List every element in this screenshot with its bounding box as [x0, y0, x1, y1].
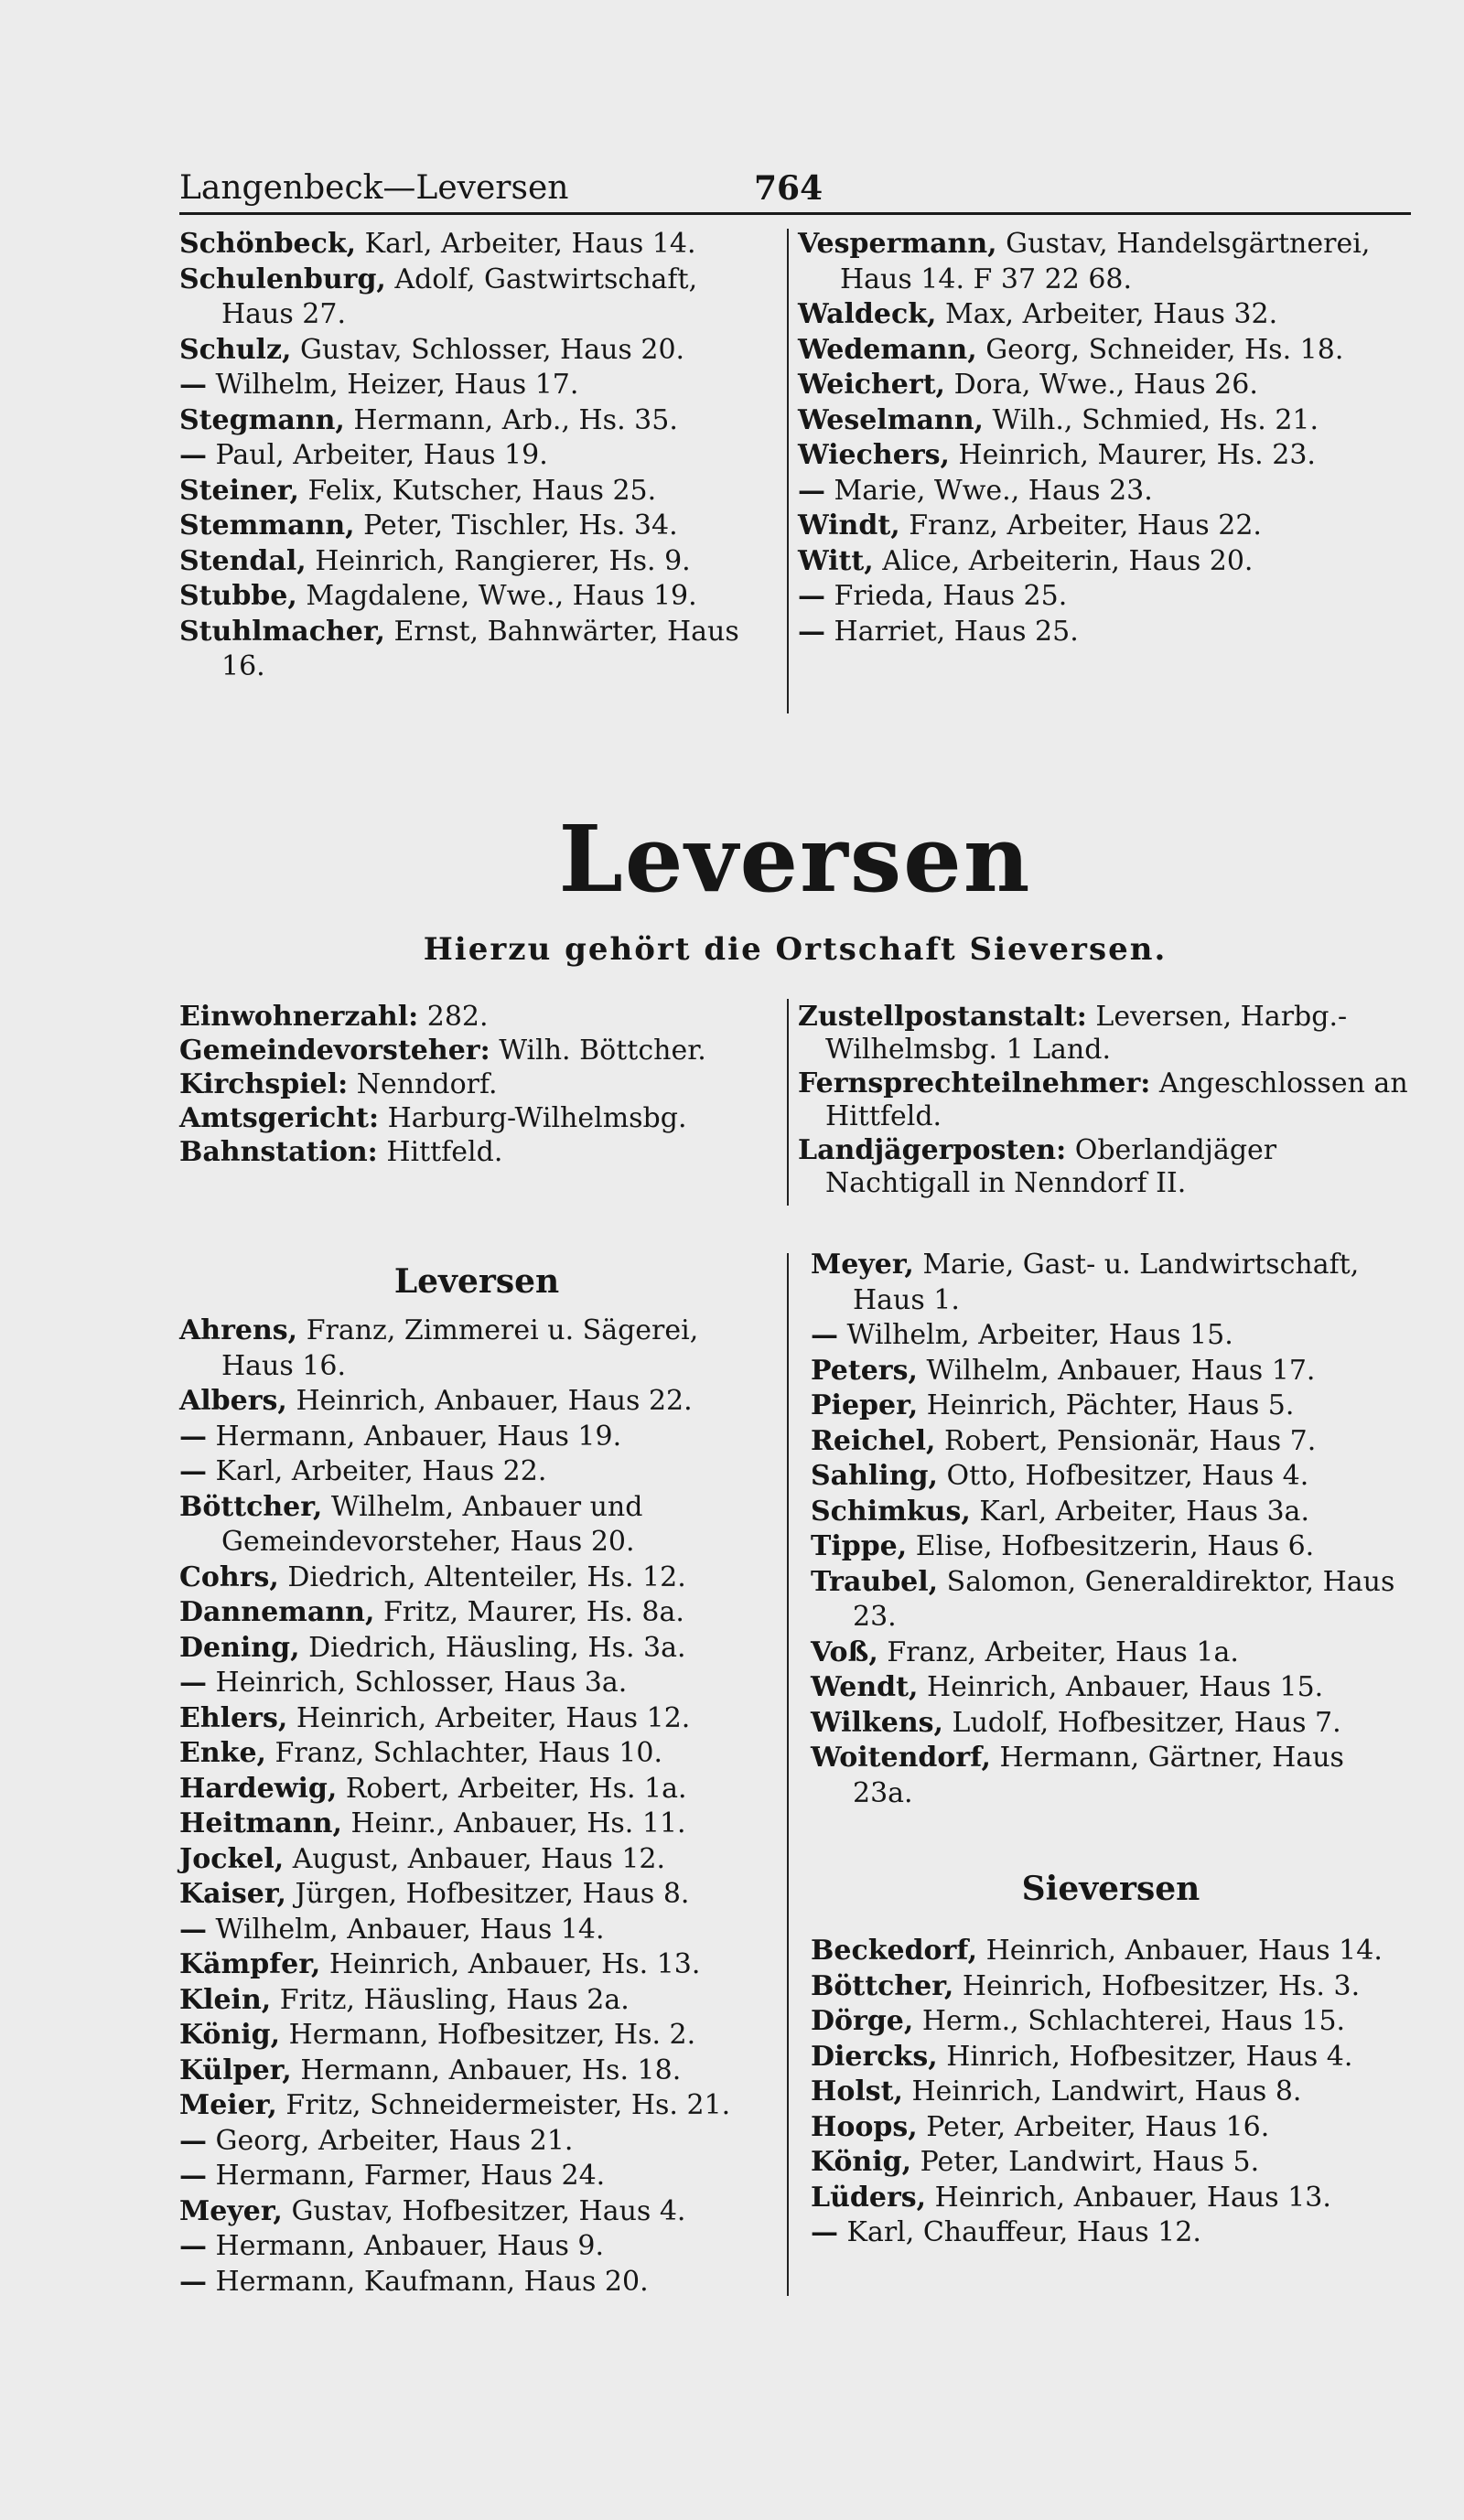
- entry-surname: Wedemann,: [798, 333, 977, 366]
- directory-entry: [811, 1934, 1411, 1969]
- entry-surname: Schönbeck,: [179, 228, 357, 260]
- entry-details: Gustav, Schlosser, Haus 20.: [299, 333, 685, 366]
- info-label: Bahnstation:: [179, 1136, 378, 1168]
- info-label: Amtsgericht:: [179, 1102, 380, 1134]
- info-value: Angeschlossen an Hittfeld.: [825, 1067, 1408, 1132]
- directory-entry: [798, 438, 1411, 474]
- directory-entry: [811, 1389, 1411, 1424]
- entry-surname: Reichel,: [811, 1424, 936, 1457]
- directory-entry: [179, 509, 774, 544]
- entry-details: Ernst, Bahnwärter, Haus 16.: [221, 615, 739, 682]
- entry-surname: Beckedorf,: [811, 1935, 978, 1967]
- directory-entry: [179, 1420, 774, 1455]
- directory-entry: [179, 474, 774, 509]
- info-row: [798, 1001, 1411, 1067]
- entry-surname: Enke,: [179, 1737, 266, 1769]
- info-value: Hittfeld.: [386, 1136, 503, 1168]
- residents-leversen-list: [179, 1314, 774, 2300]
- entry-surname: —: [179, 1455, 207, 1487]
- entry-details: Marie, Gast- u. Landwirtschaft, Haus 1.: [853, 1249, 1360, 1316]
- entry-details: Heinrich, Anbauer, Haus 13.: [934, 2181, 1331, 2214]
- entry-surname: Klein,: [179, 1983, 272, 2016]
- entry-details: Gustav, Hofbesitzer, Haus 4.: [291, 2194, 686, 2227]
- place-title: Leversen: [558, 805, 1032, 913]
- entry-surname: Albers,: [179, 1385, 287, 1417]
- directory-entry: [811, 2004, 1411, 2040]
- entry-surname: —: [798, 580, 825, 612]
- directory-entry: [179, 1772, 774, 1807]
- directory-entry: [798, 297, 1411, 333]
- entry-details: Wilhelm, Anbauer und Gemeindevorsteher, Haus 20.: [221, 1490, 643, 1558]
- entry-details: Max, Arbeiter, Haus 32.: [945, 298, 1278, 330]
- entry-surname: Wilkens,: [811, 1706, 943, 1739]
- directory-entry: [179, 1983, 774, 2019]
- directory-entry: [179, 2159, 774, 2194]
- directory-entry: [179, 1454, 774, 1490]
- directory-entry: [179, 1560, 774, 1596]
- entry-details: Franz, Arbeiter, Haus 1a.: [887, 1635, 1239, 1668]
- entry-surname: —: [179, 2230, 207, 2262]
- entry-surname: Lüders,: [811, 2181, 927, 2214]
- entry-details: Karl, Arbeiter, Haus 22.: [215, 1455, 547, 1487]
- entry-details: Frieda, Haus 25.: [834, 580, 1068, 612]
- page-number: 764: [754, 169, 824, 208]
- entry-surname: Woitendorf,: [811, 1742, 991, 1774]
- entry-surname: Meyer,: [811, 1249, 914, 1281]
- info-label: Fernsprechteilnehmer:: [798, 1067, 1151, 1099]
- directory-entry: [798, 227, 1411, 297]
- info-value: Harburg-Wilhelmsbg.: [387, 1102, 687, 1134]
- info-label: Einwohnerzahl:: [179, 1001, 419, 1033]
- entry-surname: Peters,: [811, 1354, 918, 1387]
- directory-entry: [798, 544, 1411, 580]
- entry-details: Franz, Zimmerei u. Sägerei, Haus 16.: [221, 1314, 699, 1382]
- entry-surname: —: [179, 1667, 207, 1699]
- entry-details: August, Anbauer, Haus 12.: [292, 1842, 666, 1875]
- entry-details: Heinrich, Anbauer, Haus 22.: [296, 1385, 693, 1417]
- directory-entry: [179, 615, 774, 685]
- entry-surname: Vespermann,: [798, 228, 997, 260]
- directory-entry: [179, 1314, 774, 1384]
- section-title-sieversen: Sieversen: [1021, 1870, 1200, 1908]
- entry-surname: Traubel,: [811, 1565, 939, 1598]
- info-row: [179, 1068, 774, 1101]
- entry-details: Fritz, Häusling, Haus 2a.: [279, 1983, 630, 2016]
- entry-surname: Schimkus,: [811, 1495, 971, 1528]
- directory-entry: [811, 2110, 1411, 2146]
- info-row: [179, 1035, 774, 1067]
- entry-surname: Hoops,: [811, 2110, 918, 2143]
- directory-entry: [179, 1947, 774, 1983]
- directory-entry: [811, 1969, 1411, 2005]
- directory-entry: [179, 1666, 774, 1701]
- entry-details: Hermann, Hofbesitzer, Hs. 2.: [288, 2019, 696, 2051]
- entry-surname: Windt,: [798, 509, 900, 542]
- column-divider-info: [787, 999, 789, 1206]
- directory-entry: [179, 1595, 774, 1631]
- entry-details: Georg, Arbeiter, Haus 21.: [215, 2124, 574, 2157]
- info-row: [179, 1136, 774, 1169]
- directory-entry: [179, 1736, 774, 1772]
- entry-details: Hermann, Anbauer, Haus 9.: [215, 2230, 605, 2262]
- directory-entry: [811, 2075, 1411, 2110]
- directory-entry: [811, 1318, 1411, 1354]
- entry-details: Karl, Arbeiter, Haus 14.: [364, 228, 696, 260]
- entry-details: Hermann, Anbauer, Hs. 18.: [300, 2054, 682, 2086]
- entry-details: Heinrich, Rangierer, Hs. 9.: [315, 544, 691, 577]
- directory-entry: [179, 2265, 774, 2300]
- entry-details: Elise, Hofbesitzerin, Haus 6.: [915, 1530, 1315, 1562]
- directory-entry: [179, 263, 774, 333]
- entry-details: Karl, Chauffeur, Haus 12.: [846, 2216, 1201, 2248]
- directory-entry: [179, 2054, 774, 2089]
- residents-leversen-list-continued: [811, 1248, 1411, 1811]
- directory-entry: [179, 579, 774, 615]
- directory-entry: [798, 368, 1411, 403]
- entry-surname: Jockel,: [179, 1842, 285, 1875]
- entry-details: Otto, Hofbesitzer, Haus 4.: [946, 1460, 1309, 1492]
- directory-entry: [179, 1842, 774, 1878]
- info-label: Gemeindevorsteher:: [179, 1035, 490, 1067]
- entry-surname: Böttcher,: [811, 1969, 954, 2002]
- info-label: Kirchspiel:: [179, 1068, 349, 1100]
- entry-surname: Stemmann,: [179, 509, 355, 542]
- directory-entry: [811, 1670, 1411, 1706]
- entry-details: Heinrich, Arbeiter, Haus 12.: [296, 1701, 691, 1734]
- directory-entry: [798, 579, 1411, 615]
- entry-surname: Dannemann,: [179, 1596, 375, 1628]
- entry-surname: Pieper,: [811, 1389, 919, 1421]
- entry-details: Marie, Wwe., Haus 23.: [834, 474, 1153, 507]
- entry-details: Franz, Arbeiter, Haus 22.: [909, 509, 1262, 542]
- info-value: Oberlandjäger Nachtigall in Nenndorf II.: [825, 1134, 1277, 1199]
- entry-surname: Meyer,: [179, 2194, 283, 2227]
- entry-surname: Weichert,: [798, 369, 946, 401]
- directory-entry: [811, 1424, 1411, 1460]
- entry-surname: Steiner,: [179, 474, 299, 507]
- entry-surname: Böttcher,: [179, 1490, 323, 1523]
- directory-entry: [179, 438, 774, 474]
- entry-details: Diedrich, Altenteiler, Hs. 12.: [287, 1560, 686, 1593]
- directory-entry: [811, 1248, 1411, 1318]
- directory-entry: [811, 1635, 1411, 1671]
- info-label: Landjägerposten:: [798, 1134, 1067, 1166]
- directory-entry: [179, 2229, 774, 2265]
- entry-details: Hermann, Arb., Hs. 35.: [353, 403, 678, 436]
- directory-entry: [179, 2194, 774, 2230]
- info-value: 282.: [426, 1001, 489, 1033]
- directory-entry: [179, 2124, 774, 2160]
- entry-surname: Kaiser,: [179, 1878, 286, 1910]
- entry-details: Herm., Schlachterei, Haus 15.: [921, 2005, 1346, 2037]
- entry-details: Robert, Pensionär, Haus 7.: [943, 1424, 1317, 1457]
- info-row: [798, 1134, 1411, 1200]
- directory-entry: [179, 1631, 774, 1667]
- directory-entry: [798, 474, 1411, 509]
- entry-details: Wilhelm, Anbauer, Haus 14.: [215, 1913, 605, 1946]
- entry-details: Paul, Arbeiter, Haus 19.: [215, 439, 548, 471]
- directory-entry: [179, 1877, 774, 1913]
- entry-details: Ludolf, Hofbesitzer, Haus 7.: [952, 1706, 1341, 1739]
- directory-entry: [811, 2215, 1411, 2251]
- directory-entry: [811, 1565, 1411, 1635]
- entry-surname: Stegmann,: [179, 403, 345, 436]
- directory-entry: [179, 227, 774, 263]
- entry-details: Heinrich, Maurer, Hs. 23.: [958, 439, 1316, 471]
- column-divider-top: [787, 229, 789, 713]
- entry-surname: Tippe,: [811, 1530, 908, 1562]
- entry-surname: Stendal,: [179, 544, 307, 577]
- entry-surname: Cohrs,: [179, 1560, 279, 1593]
- directory-entry: [798, 509, 1411, 544]
- entry-surname: Ahrens,: [179, 1314, 298, 1346]
- entry-details: Heinrich, Landwirt, Haus 8.: [911, 2075, 1302, 2107]
- entry-details: Hermann, Anbauer, Haus 19.: [215, 1420, 622, 1453]
- entry-surname: Hardewig,: [179, 1772, 338, 1805]
- entry-surname: Schulz,: [179, 333, 292, 366]
- directory-entry: [811, 2040, 1411, 2075]
- directory-entry: [811, 2145, 1411, 2181]
- directory-entry: [179, 1384, 774, 1420]
- directory-entry: [798, 615, 1411, 650]
- entry-surname: König,: [179, 2019, 281, 2051]
- directory-entry: [179, 1701, 774, 1737]
- directory-entry: [179, 2018, 774, 2054]
- directory-entry: [179, 544, 774, 580]
- entry-details: Dora, Wwe., Haus 26.: [953, 369, 1258, 401]
- entry-details: Harriet, Haus 25.: [834, 615, 1079, 648]
- directory-entry: [811, 1741, 1411, 1811]
- directory-entry: [811, 2181, 1411, 2216]
- entry-surname: Stuhlmacher,: [179, 615, 385, 648]
- directory-entry: [179, 1913, 774, 1948]
- info-value: Nenndorf.: [356, 1068, 498, 1100]
- entry-surname: Ehlers,: [179, 1701, 288, 1734]
- entry-details: Heinrich, Anbauer, Haus 14.: [985, 1935, 1383, 1967]
- residents-column-right-top: [798, 227, 1411, 649]
- page-header: [179, 165, 1411, 215]
- entry-surname: —: [811, 1319, 838, 1351]
- entry-details: Hermann, Kaufmann, Haus 20.: [215, 2265, 649, 2298]
- municipal-info-right: [798, 1001, 1411, 1201]
- entry-surname: —: [811, 2216, 838, 2248]
- entry-surname: —: [179, 1913, 207, 1946]
- entry-surname: Kämpfer,: [179, 1948, 321, 1980]
- entry-details: Hinrich, Hofbesitzer, Haus 4.: [946, 2040, 1353, 2073]
- entry-surname: —: [179, 2124, 207, 2157]
- directory-entry: [811, 1706, 1411, 1742]
- entry-surname: Wendt,: [811, 1671, 919, 1703]
- residents-sieversen-list: [811, 1934, 1411, 2251]
- entry-details: Salomon, Generaldirektor, Haus 23.: [853, 1565, 1395, 1633]
- entry-surname: Külper,: [179, 2054, 292, 2086]
- entry-details: Wilhelm, Arbeiter, Haus 15.: [846, 1319, 1233, 1351]
- place-subtitle: Hierzu gehört die Ortschaft Sieversen.: [423, 931, 1168, 968]
- info-row: [179, 1102, 774, 1135]
- directory-entry: [811, 1495, 1411, 1530]
- info-value: Leversen, Harbg.-Wilhelmsbg. 1 Land.: [825, 1001, 1348, 1066]
- entry-surname: Diercks,: [811, 2040, 938, 2073]
- entry-details: Peter, Tischler, Hs. 34.: [363, 509, 678, 542]
- entry-details: Wilh., Schmied, Hs. 21.: [992, 403, 1319, 436]
- municipal-info-left: [179, 1001, 774, 1170]
- entry-details: Wilhelm, Anbauer, Haus 17.: [926, 1354, 1316, 1387]
- entry-surname: —: [179, 2265, 207, 2298]
- directory-entry: [179, 403, 774, 439]
- entry-details: Gustav, Handelsgärtnerei, Haus 14. F 37 22 68.: [840, 228, 1371, 295]
- info-row: [798, 1067, 1411, 1133]
- entry-details: Magdalene, Wwe., Haus 19.: [306, 580, 697, 612]
- info-label: Zustellpostanstalt:: [798, 1001, 1087, 1033]
- entry-details: Robert, Arbeiter, Hs. 1a.: [345, 1772, 687, 1805]
- entry-details: Heinrich, Anbauer, Haus 15.: [926, 1671, 1324, 1703]
- entry-surname: —: [798, 615, 825, 648]
- entry-details: Hermann, Gärtner, Haus 23a.: [853, 1742, 1344, 1809]
- directory-entry: [811, 1354, 1411, 1389]
- entry-details: Fritz, Schneidermeister, Hs. 21.: [285, 2089, 731, 2121]
- entry-surname: Heitmann,: [179, 1807, 342, 1839]
- entry-surname: —: [179, 2160, 207, 2192]
- entry-details: Peter, Landwirt, Haus 5.: [920, 2146, 1260, 2178]
- entry-details: Franz, Schlachter, Haus 10.: [274, 1737, 663, 1769]
- entry-surname: —: [179, 1420, 207, 1453]
- directory-entry: [811, 1529, 1411, 1565]
- info-row: [179, 1001, 774, 1034]
- entry-surname: Waldeck,: [798, 298, 937, 330]
- entry-surname: König,: [811, 2146, 912, 2178]
- entry-details: Peter, Arbeiter, Haus 16.: [926, 2110, 1270, 2143]
- entry-details: Heinrich, Pächter, Haus 5.: [926, 1389, 1295, 1421]
- directory-entry: [798, 333, 1411, 369]
- entry-surname: Voß,: [811, 1635, 878, 1668]
- entry-surname: Holst,: [811, 2075, 903, 2107]
- entry-surname: Dening,: [179, 1631, 300, 1664]
- directory-entry: [179, 368, 774, 403]
- section-title-leversen: Leversen: [393, 1262, 560, 1301]
- entry-details: Adolf, Gastwirtschaft, Haus 27.: [221, 263, 698, 330]
- entry-surname: Wiechers,: [798, 439, 950, 471]
- entry-details: Fritz, Maurer, Hs. 8a.: [382, 1596, 684, 1628]
- entry-details: Georg, Schneider, Hs. 18.: [985, 333, 1344, 366]
- entry-surname: Sahling,: [811, 1460, 938, 1492]
- entry-details: Jürgen, Hofbesitzer, Haus 8.: [295, 1878, 690, 1910]
- entry-details: Heinr., Anbauer, Hs. 11.: [350, 1807, 686, 1839]
- directory-entry: [179, 1807, 774, 1842]
- entry-details: Wilhelm, Heizer, Haus 17.: [215, 369, 579, 401]
- directory-entry: [179, 2088, 774, 2124]
- entry-details: Hermann, Farmer, Haus 24.: [215, 2160, 606, 2192]
- entry-surname: —: [179, 369, 207, 401]
- entry-surname: Meier,: [179, 2089, 277, 2121]
- entry-details: Heinrich, Anbauer, Hs. 13.: [328, 1948, 701, 1980]
- directory-entry: [798, 403, 1411, 439]
- entry-surname: Dörge,: [811, 2005, 914, 2037]
- residents-column-left-top: [179, 227, 774, 685]
- entry-surname: Stubbe,: [179, 580, 297, 612]
- running-head: Langenbeck—Leversen: [179, 169, 569, 207]
- entry-surname: Schulenburg,: [179, 263, 386, 295]
- entry-details: Heinrich, Schlosser, Haus 3a.: [215, 1667, 628, 1699]
- entry-details: Felix, Kutscher, Haus 25.: [307, 474, 657, 507]
- entry-surname: —: [179, 439, 207, 471]
- directory-entry: [811, 1459, 1411, 1495]
- entry-surname: —: [798, 474, 825, 507]
- entry-details: Karl, Arbeiter, Haus 3a.: [979, 1495, 1309, 1528]
- entry-details: Alice, Arbeiterin, Haus 20.: [882, 544, 1254, 577]
- info-value: Wilh. Böttcher.: [499, 1035, 706, 1067]
- directory-entry: [179, 1490, 774, 1560]
- column-divider-bottom: [787, 1253, 789, 2296]
- directory-entry: [179, 333, 774, 369]
- entry-details: Heinrich, Hofbesitzer, Hs. 3.: [962, 1969, 1361, 2002]
- entry-details: Diedrich, Häusling, Hs. 3a.: [308, 1631, 686, 1664]
- entry-surname: Weselmann,: [798, 403, 984, 436]
- entry-surname: Witt,: [798, 544, 874, 577]
